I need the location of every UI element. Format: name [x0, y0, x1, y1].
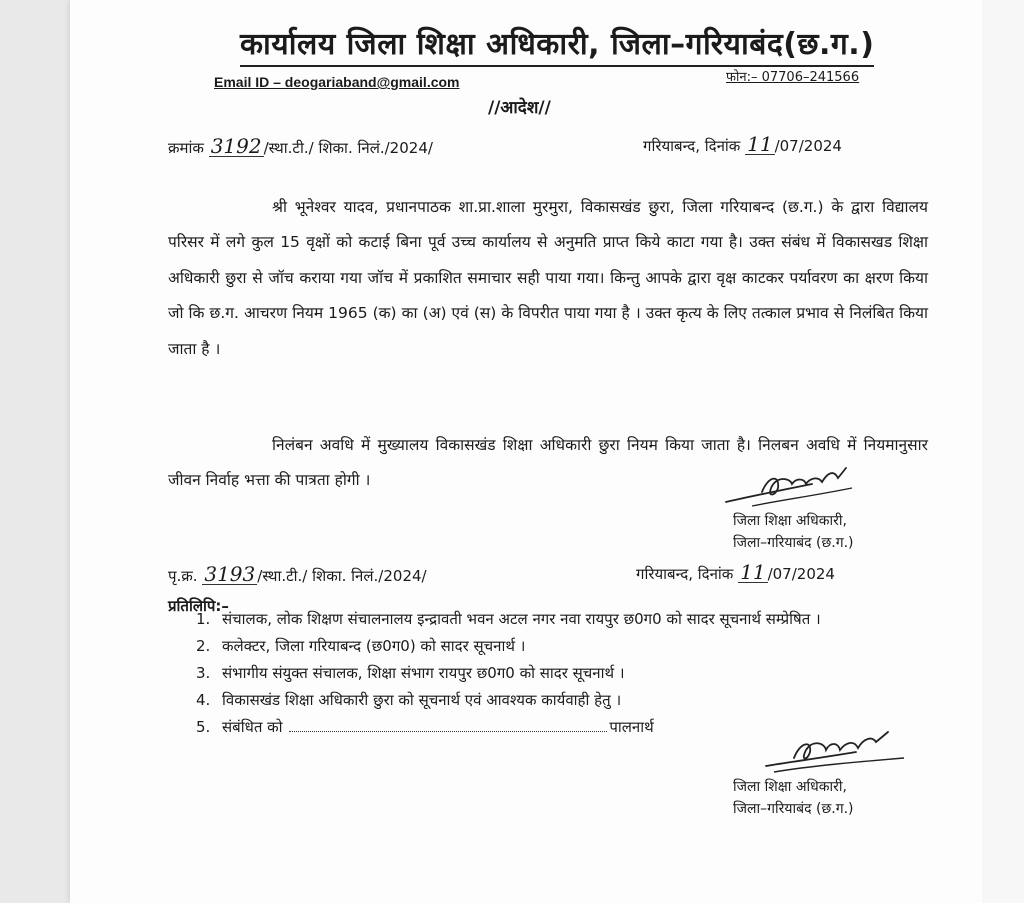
date-prefix: गरियाबन्द, दिनांक	[643, 137, 741, 155]
copy-ref-suffix: /स्था.टी./ शिका. निलं./2024/	[257, 567, 427, 585]
signature-1	[722, 462, 862, 514]
copy-reference	[168, 564, 427, 586]
signatory-district: जिला–गरियाबंद (छ.ग.)	[733, 801, 854, 817]
signatory-title: जिला शिक्षा अधिकारी,	[733, 779, 847, 795]
signatory-title: जिला शिक्षा अधिकारी,	[733, 513, 847, 529]
signatory-block-1	[733, 510, 854, 554]
signature-2	[760, 728, 910, 778]
list-item-text: संभागीय संयुक्त संचालक, शिक्षा संभाग रायपुर छ0ग0 को सादर सूचनार्थ ।	[222, 664, 625, 682]
email-id: Email ID – deogariaband@gmail.com	[214, 74, 460, 90]
list-item-number: 5.	[196, 718, 211, 736]
list-item-text: कलेक्टर, जिला गरियाबन्द (छ0ग0) को सादर सूचनार्थ ।	[222, 637, 526, 655]
copy-heading: प्रतिलिपि:–	[168, 597, 229, 615]
order-body-paragraph-1: श्री भूनेश्वर यादव, प्रधानपाठक शा.प्रा.शाला मुरमुरा, विकासखंड छुरा, जिला गरियाबन्द (छ.ग.) के द्वारा विद्यालय परिसर में लगे कुल 15 वृक्षों को कटाई बिना पूर्व उच्च कार्यालय से अनुमति प्राप्त किये काटा गया है। उक्त संबंध में विकासखड शिक्षा अधिकारी छुरा से जॉच कराया गया जॉच में प्रकाशित समाचार सही पाया गया। किन्तु आपके द्वारा वृक्ष काटकर पर्यावरण का क्षरण किया जो कि छ.ग. आचरण नियम 1965 (क) का (अ) एवं (स) के विपरीत पाया गया है । उक्त कृत्य के लिए तत्काल प्रभाव से निलंबित किया जाता है ।	[168, 197, 928, 358]
list-item	[196, 633, 936, 660]
order-reference	[168, 136, 433, 158]
ref-prefix: क्रमांक	[168, 139, 204, 157]
recipient-label: संबंधित को	[222, 718, 283, 736]
order-heading: //आदेश//	[488, 98, 551, 118]
list-item-number: 3.	[196, 664, 211, 682]
list-item-number: 1.	[196, 610, 211, 628]
copy-date	[636, 562, 835, 584]
compliance-label: पालनार्थ	[609, 718, 654, 736]
copy-date-prefix: गरियाबन्द, दिनांक	[636, 565, 734, 583]
copy-ref-number-handwritten: 3193	[204, 562, 256, 586]
list-item	[196, 606, 936, 633]
office-title: कार्यालय जिला शिक्षा अधिकारी, जिला–गरियाबंद(छ.ग.)	[240, 22, 874, 67]
page-edge	[982, 0, 1024, 903]
phone-number: फोन:– 07706–241566	[726, 70, 860, 85]
order-body-paragraph-2: निलंबन अवधि में मुख्यालय विकासखंड शिक्षा अधिकारी छुरा नियम किया जाता है। निलबन अवधि में नियमानुसार जीवन निर्वाह भत्ता की पात्रता होगी ।	[168, 435, 928, 489]
date-day-handwritten: 11	[747, 132, 773, 156]
copy-ref-prefix: पृ.क्र.	[168, 567, 198, 585]
list-item	[196, 687, 936, 714]
ref-number-handwritten: 3192	[210, 134, 262, 158]
list-item-number: 4.	[196, 691, 211, 709]
list-item-number: 2.	[196, 637, 211, 655]
copy-date-rest: /07/2024	[767, 565, 835, 583]
copy-date-day-handwritten: 11	[740, 560, 766, 584]
list-item-text: संचालक, लोक शिक्षण संचालनालय इन्द्रावती भवन अटल नगर नवा रायपुर छ0ग0 को सादर सूचनार्थ सम्प्रेषित ।	[222, 610, 821, 628]
ref-suffix: /स्था.टी./ शिका. निलं./2024/	[263, 139, 433, 157]
list-item	[196, 660, 936, 687]
order-date	[643, 134, 842, 156]
copy-recipient-list	[196, 606, 936, 741]
list-item-text: विकासखंड शिक्षा अधिकारी छुरा को सूचनार्थ एवं आवश्यक कार्यवाही हेतु ।	[222, 691, 622, 709]
signatory-district: जिला–गरियाबंद (छ.ग.)	[733, 535, 854, 551]
date-rest: /07/2024	[774, 137, 842, 155]
blank-fill-line	[289, 731, 607, 732]
signatory-block-2	[733, 776, 854, 820]
